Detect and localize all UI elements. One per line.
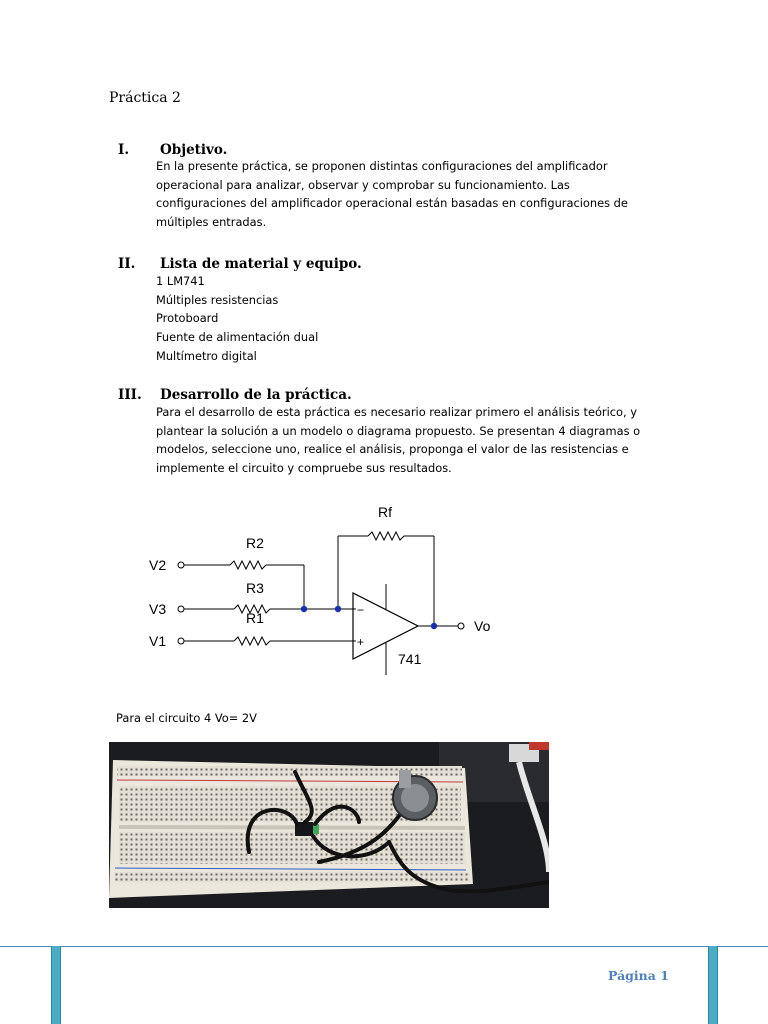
section-body-objetivo [156,157,656,232]
section-heading-objetivo [118,142,227,158]
footer-right-bar [708,946,718,1024]
list-item: Fuente de alimentación dual [156,330,319,345]
section-number: II. [118,256,136,272]
section-title: Lista de material y equipo. [160,256,362,272]
terminal-v3 [178,606,184,612]
terminal-vo [458,623,464,629]
summing-amplifier-circuit-diagram [140,498,510,683]
photo-caption: Para el circuito 4 Vo= 2V [116,711,257,725]
material-list [156,272,656,366]
page-number: Página 1 [608,968,669,983]
list-item: Múltiples resistencias [156,292,279,307]
section-heading-material [118,256,362,272]
terminal-v1 [178,638,184,644]
label-r3: R3 [246,580,264,596]
section-number: I. [118,142,130,158]
body-line: múltiples entradas. [156,215,267,230]
junction-node [301,606,307,612]
section-heading-desarrollo [118,387,352,403]
label-v1: V1 [149,633,167,649]
body-line: plantear la solución a un modelo o diagrama propuesto. Se presentan 4 diagramas o [156,423,641,438]
junction-node [335,606,341,612]
label-v3: V3 [149,601,167,617]
label-vo: Vo [474,618,491,634]
page-title: Práctica 2 [109,90,181,106]
footer-left-bar [51,946,61,1024]
body-line: Para el desarrollo de esta práctica es necesario realizar primero el análisis teórico, y [156,405,637,419]
resistor-rf [368,532,404,540]
footer-divider [0,946,768,947]
section-body-desarrollo [156,403,656,478]
resistor-r1 [234,637,270,645]
section-number: III. [118,387,142,403]
list-item: Multímetro digital [156,348,257,363]
label-v2: V2 [149,557,167,573]
breadboard-photo [109,742,549,908]
label-noninverting-input: + [357,635,365,649]
label-r1: R1 [246,610,264,626]
body-line: operacional para analizar, observar y comprobar su funcionamiento. Las [156,177,570,192]
list-item: 1 LM741 [156,274,205,288]
resistor-r2 [230,561,266,569]
label-r2: R2 [246,535,264,551]
body-line: configuraciones del amplificador operacional están basadas en configuraciones de [156,196,628,211]
label-inverting-input: − [357,603,365,617]
list-item: Protoboard [156,311,219,326]
label-opamp: 741 [398,651,422,667]
body-line: modelos, seleccione uno, realice el análisis, proponga el valor de las resistencias e [156,442,629,457]
terminal-v2 [178,562,184,568]
label-rf: Rf [378,504,392,520]
body-line: En la presente práctica, se proponen distintas configuraciones del amplificador [156,159,608,173]
junction-node [431,623,437,629]
body-line: implemente el circuito y compruebe sus resultados. [156,461,452,476]
section-title: Desarrollo de la práctica. [160,387,352,403]
section-title: Objetivo. [160,142,228,158]
